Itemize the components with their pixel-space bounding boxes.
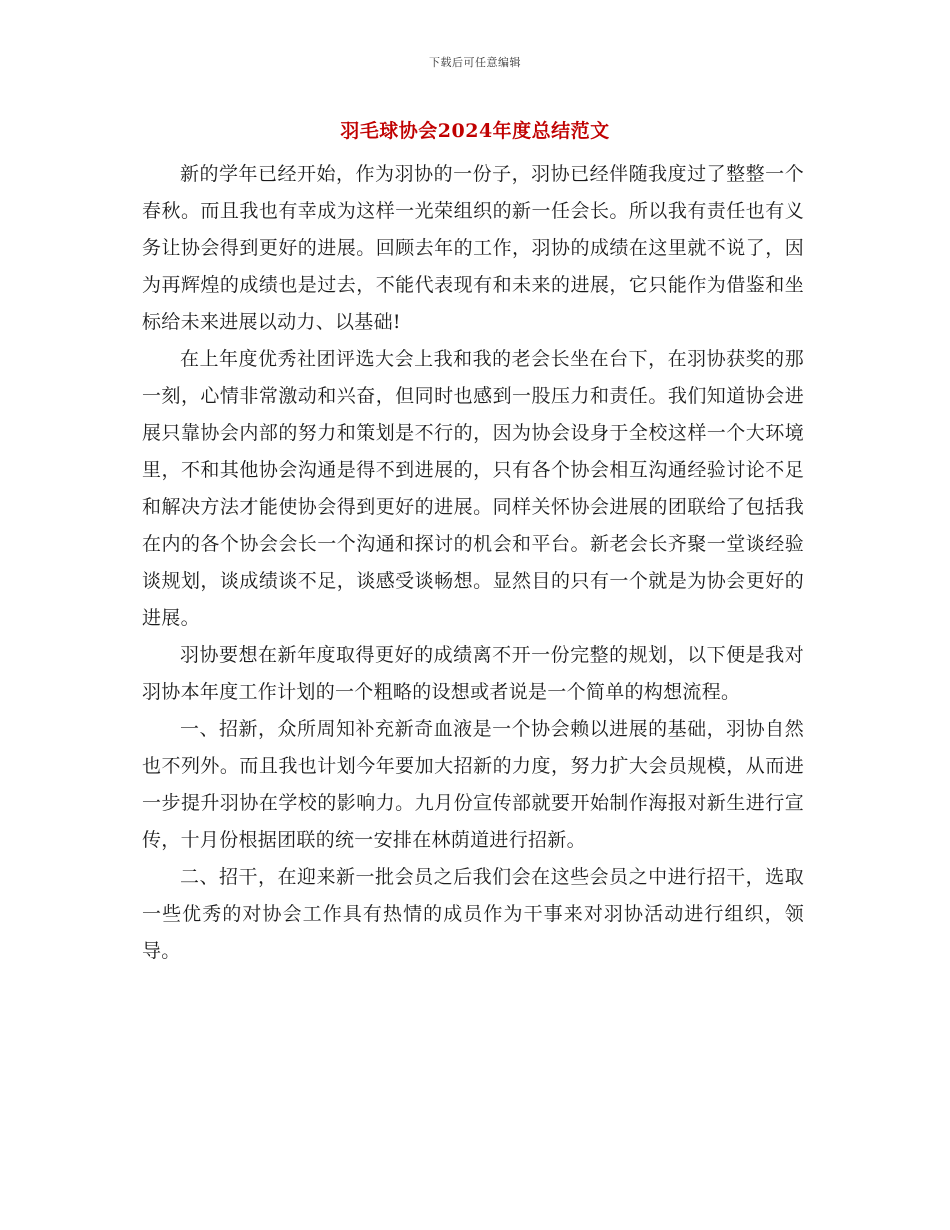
paragraph-award: 在上年度优秀社团评选大会上我和我的老会长坐在台下，在羽协获奖的那一刻，心情非常激动和兴奋，但同时也感到一股压力和责任。我们知道协会进展只靠协会内部的努力和策划是不行的，因为协会设身于全校这样一个大环境里，不和其他协会沟通是得不到进展的，只有各个协会相互沟通经验讨论不足和解决方法才能使协会得到更好的进展。同样关怀协会进展的团联给了包括我在内的各个协会会长一个沟通和探讨的机会和平台。新老会长齐聚一堂谈经验谈规划，谈成绩谈不足，谈感受谈畅想。显然目的只有一个就是为协会更好的进展。 — [142, 348, 804, 629]
document-title: 羽毛球协会2024年度总结范文 — [340, 120, 610, 142]
document-body — [142, 156, 804, 970]
paragraph-intro: 新的学年已经开始，作为羽协的一份子，羽协已经伴随我度过了整整一个春秋。而且我也有幸成为这样一光荣组织的新一任会长。所以我有责任也有义务让协会得到更好的进展。回顾去年的工作，羽协的成绩在这里就不说了，因为再辉煌的成绩也是过去，不能代表现有和未来的进展，它只能作为借鉴和坐标给未来进展以动力、以基础! — [142, 163, 804, 333]
paragraph-staff: 二、招干，在迎来新一批会员之后我们会在这些会员之中进行招干，选取一些优秀的对协会工作具有热情的成员作为干事来对羽协活动进行组织，领导。 — [142, 866, 804, 962]
paragraph-plan: 羽协要想在新年度取得更好的成绩离不开一份完整的规划，以下便是我对羽协本年度工作计划的一个粗略的设想或者说是一个简单的构想流程。 — [142, 644, 804, 703]
header-note: 下载后可任意编辑 — [429, 56, 521, 69]
paragraph-recruit: 一、招新，众所周知补充新奇血液是一个协会赖以进展的基础，羽协自然也不列外。而且我也计划今年要加大招新的力度，努力扩大会员规模，从而进一步提升羽协在学校的影响力。九月份宣传部就要开始制作海报对新生进行宣传，十月份根据团联的统一安排在林荫道进行招新。 — [142, 718, 804, 851]
